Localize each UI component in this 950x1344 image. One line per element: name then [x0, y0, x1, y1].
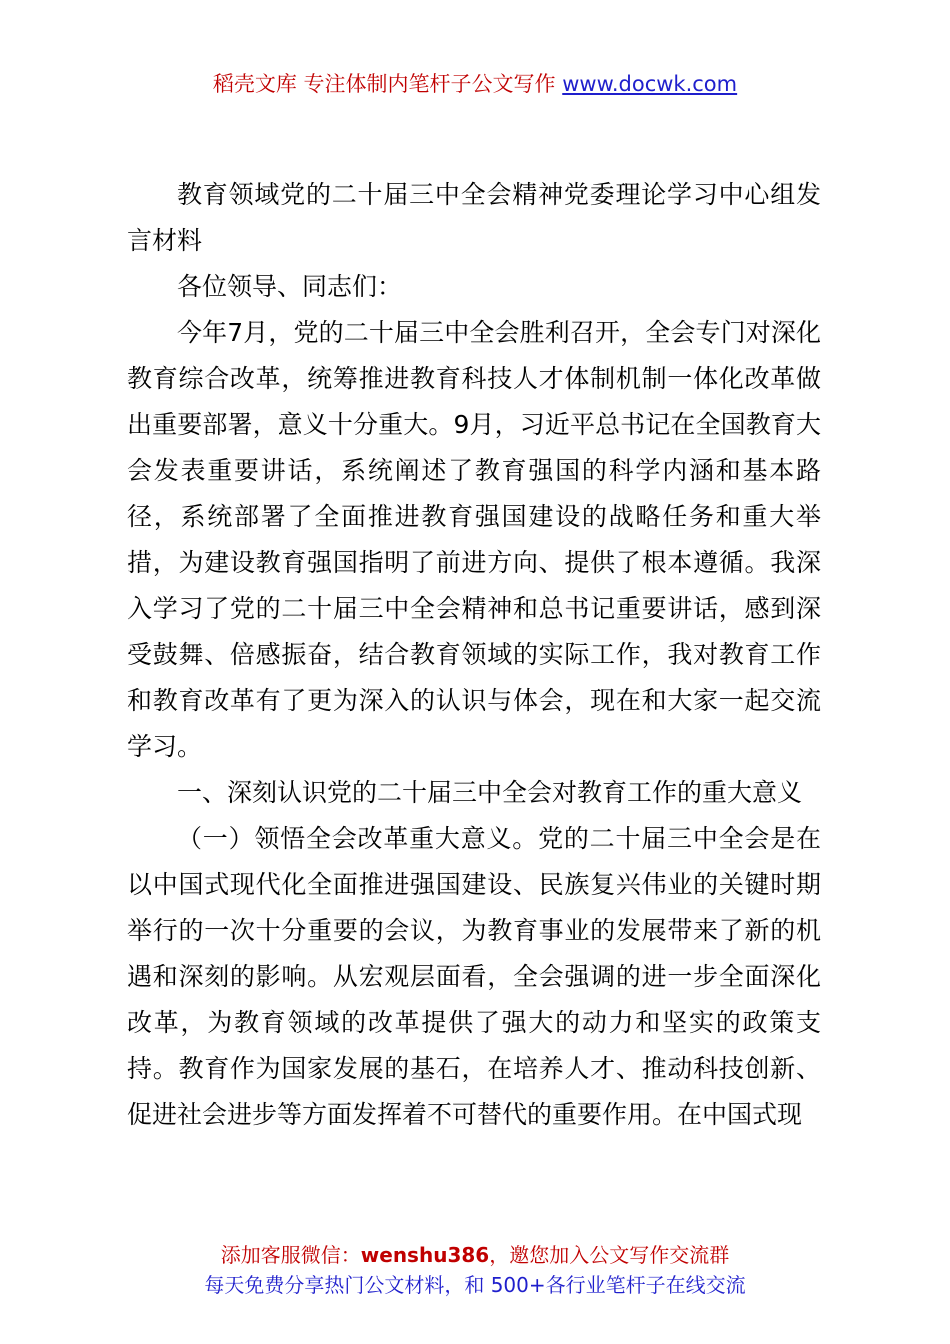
- section-heading-1: 一、深刻认识党的二十届三中全会对教育工作的重大意义: [177, 778, 803, 807]
- paragraph-section-1-1: （一）领悟全会改革重大意义。党的二十届三中全会是在以中国式现代化全面推进强国建设、民族复兴伟业的关键时期举行的一次十分重要的会议，为教育事业的发展带来了新的机遇和深刻的影响。从宏观层面看，全会强调的进一步全面深化改革，为教育领域的改革提供了强大的动力和坚实的政策支持。教育作为国家发展的基石，在培养人才、推动科技创新、促进社会进步等方面发挥着不可替代的重要作用。在中国式现: [127, 824, 821, 1129]
- footer-wechat-id: wenshu386: [360, 1243, 490, 1267]
- footer-wechat-suffix: ，邀您加入公文写作交流群: [489, 1243, 730, 1267]
- footer-promo-line: 每天免费分享热门公文材料，和 500+各行业笔杆子在线交流: [204, 1273, 746, 1297]
- page-header: [0, 68, 950, 100]
- document-body: [127, 172, 821, 1138]
- document-title: 教育领域党的二十届三中全会精神党委理论学习中心组发言材料: [127, 180, 821, 255]
- page-footer: [0, 1240, 950, 1300]
- header-url-link[interactable]: www.docwk.com: [562, 72, 738, 96]
- header-brand: 稻壳文库 专注体制内笔杆子公文写作: [212, 72, 556, 96]
- salutation: 各位领导、同志们：: [177, 272, 403, 301]
- footer-wechat-line: [0, 1240, 950, 1270]
- paragraph-intro: 今年7月，党的二十届三中全会胜利召开，全会专门对深化教育综合改革，统筹推进教育科技人才体制机制一体化改革做出重要部署，意义十分重大。9月，习近平总书记在全国教育大会发表重要讲话，系统阐述了教育强国的科学内涵和基本路径，系统部署了全面推进教育强国建设的战略任务和重大举措，为建设教育强国指明了前进方向、提供了根本遵循。我深入学习了党的二十届三中全会精神和总书记重要讲话，感到深受鼓舞、倍感振奋，结合教育领域的实际工作，我对教育工作和教育改革有了更为深入的认识与体会，现在和大家一起交流学习。: [127, 318, 821, 761]
- footer-wechat-prefix: 添加客服微信：: [220, 1243, 361, 1267]
